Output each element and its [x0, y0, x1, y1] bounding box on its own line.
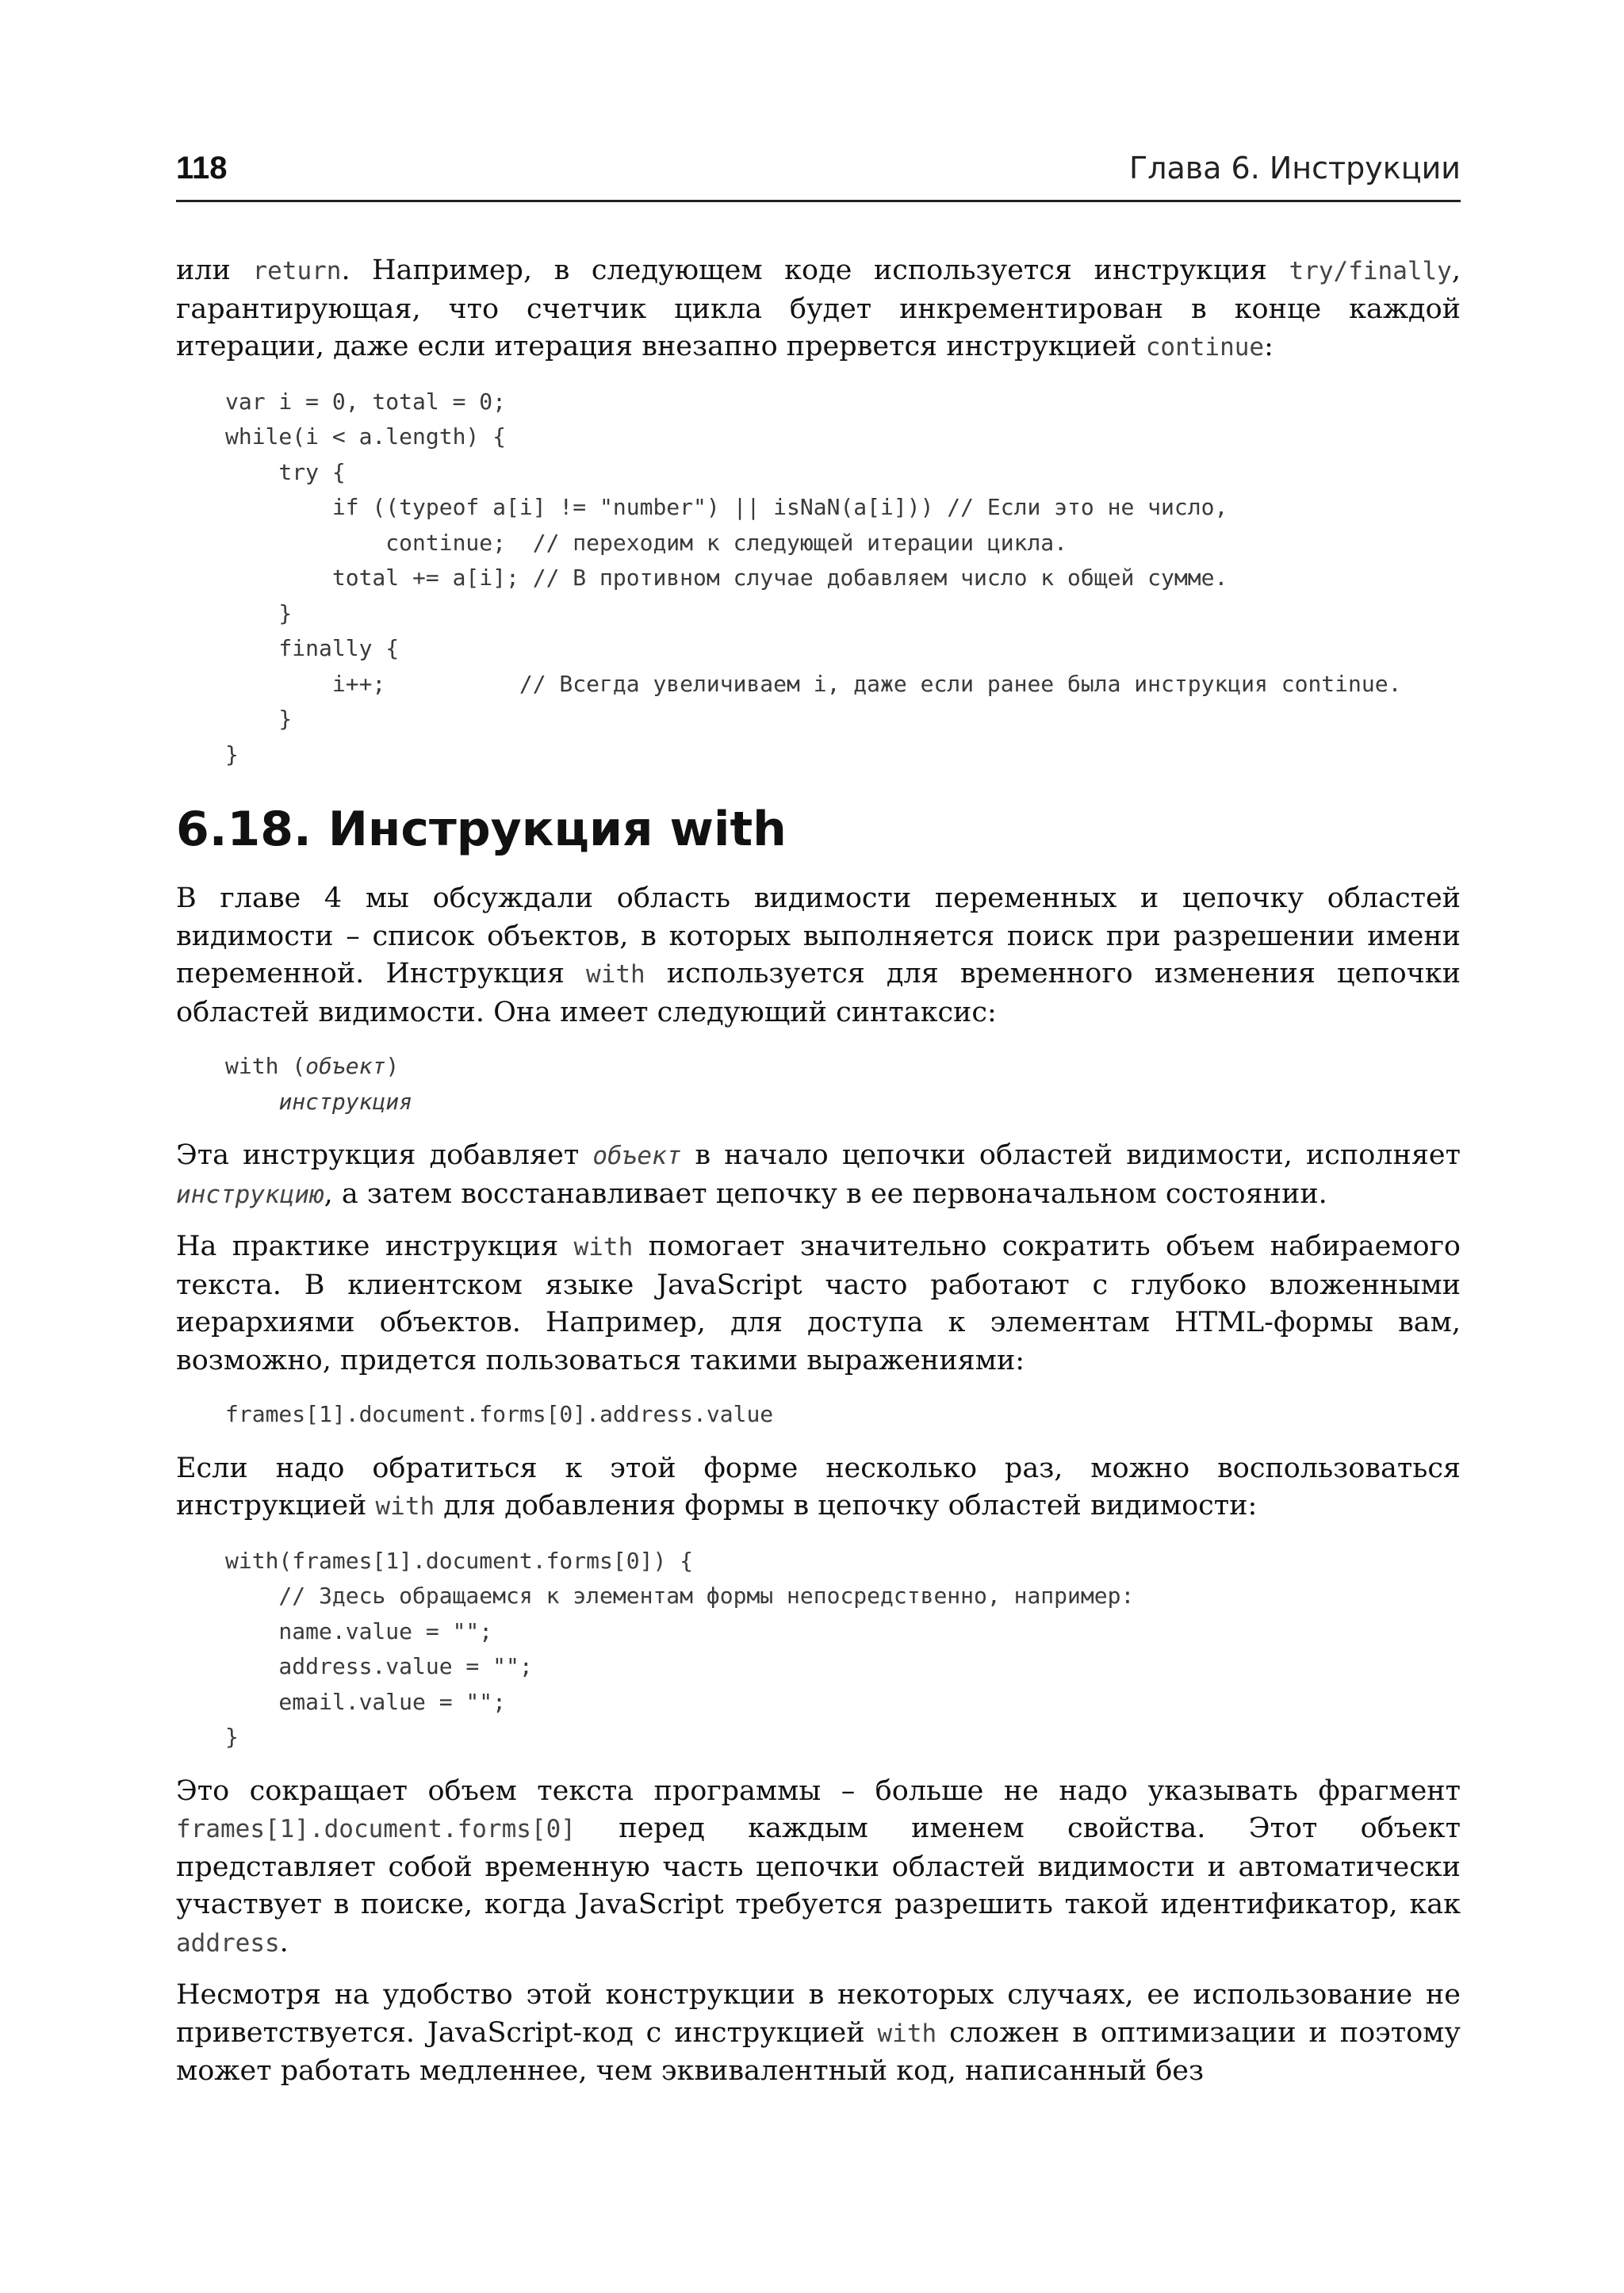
book-page — [176, 0, 1461, 2293]
inline-code-italic: инструкцию — [176, 1180, 324, 1209]
paragraph-with-benefit: Это сокращает объем текста программы – больше не надо указывать фрагмент frames[1].document.forms[0] перед каждым именем свойства. Этот объект представляет собой временную часть цепочки областей видимости и автоматически участвует в поиске, когда JavaScript требуется разрешить такой идентификатор, как address. — [176, 1774, 1461, 1958]
page-header — [176, 147, 1461, 202]
section-heading: 6.18. Инструкция with — [176, 802, 787, 857]
code-line: } — [225, 599, 293, 626]
inline-code: try/finally — [1289, 257, 1452, 285]
code-line: with(frames[1].document.forms[0]) { — [225, 1547, 694, 1574]
paragraph-try-finally-intro: или return. Например, в следующем коде используется инструкция try/finally, гарантирующая, что счетчик цикла будет инкрементирован в конце каждой итерации, даже если итерация внезапно прервется инструкцией continue: — [176, 255, 1461, 362]
code-line: if ((typeof a[i] != "number") || isNaN(a[i])) // Если это не число, — [225, 494, 1228, 520]
code-block-with-example — [225, 1544, 1461, 1755]
code-line: var i = 0, total = 0; — [225, 388, 507, 415]
paragraph-with-practice: На практике инструкция with помогает значительно сократить объем набираемого текста. В клиентском языке JavaScript часто работают с глубоко вложенными иерархиями объектов. Например, для доступа к элементам HTML-формы вам, возможно, придется пользоваться такими выражениями: — [176, 1231, 1461, 1376]
inline-code: with — [573, 1233, 634, 1261]
inline-code: frames[1].document.forms[0] — [176, 1815, 576, 1843]
code-line: frames[1].document.forms[0].address.value — [225, 1401, 774, 1427]
code-line: } — [225, 706, 293, 732]
inline-code: return — [252, 257, 342, 285]
paragraph-with-explained: Эта инструкция добавляет объект в начало цепочки областей видимости, исполняет инструкцию, а затем восстанавливает цепочку в ее первоначальном состоянии. — [176, 1139, 1461, 1210]
inline-code: address — [176, 1928, 280, 1958]
inline-code: continue — [1145, 333, 1265, 362]
paragraph-scope-chain: В главе 4 мы обсуждали область видимости переменных и цепочку областей видимости – список объектов, в которых выполняется поиск при разрешении имени переменной. Инструкция with используется для временного изменения цепочки областей видимости. Она имеет следующий синтаксис: — [176, 882, 1461, 1028]
inline-code: with — [877, 2019, 937, 2048]
code-line: i++; // Всегда увеличиваем i, даже если ранее была инструкция continue. — [225, 670, 1402, 697]
code-line: } — [225, 741, 239, 768]
code-line: total += a[i]; // В противном случае добавляем число к общей сумме. — [225, 565, 1228, 591]
paragraph-with-discouraged: Несмотря на удобство этой конструкции в некоторых случаях, ее использование не приветствуется. JavaScript-код с инструкцией with сложен в оптимизации и поэтому может работать медленнее, чем эквивалентный код, написанный без — [176, 1979, 1461, 2087]
code-line: // Здесь обращаемся к элементам формы непосредственно, например: — [225, 1583, 1135, 1609]
code-line: continue; // переходим к следующей итерации цикла. — [225, 529, 1068, 556]
code-block-try-finally — [225, 385, 1461, 773]
code-block-expression — [225, 1397, 1461, 1433]
inline-code: with — [375, 1492, 435, 1521]
code-line: email.value = ""; — [225, 1688, 507, 1715]
code-line: try { — [225, 458, 346, 485]
inline-code: with — [586, 960, 645, 989]
running-head: Глава 6. Инструкции — [1129, 151, 1461, 186]
code-line: address.value = ""; — [225, 1653, 533, 1679]
code-line: } — [225, 1724, 239, 1750]
syntax-statement: инструкция — [278, 1088, 413, 1115]
inline-code-italic: объект — [592, 1142, 682, 1170]
page-number: 118 — [176, 151, 228, 186]
code-block-syntax: with (объект) инструкция — [225, 1053, 413, 1115]
syntax-argument: объект — [305, 1053, 386, 1079]
code-line: name.value = ""; — [225, 1617, 493, 1644]
code-line: while(i < a.length) { — [225, 423, 507, 450]
paragraph-with-repeat: Если надо обратиться к этой форме несколько раз, можно воспользоваться инструкцией with для добавления формы в цепочку областей видимости: — [176, 1452, 1461, 1522]
page-body — [176, 252, 1461, 2091]
code-line: finally { — [225, 635, 400, 661]
